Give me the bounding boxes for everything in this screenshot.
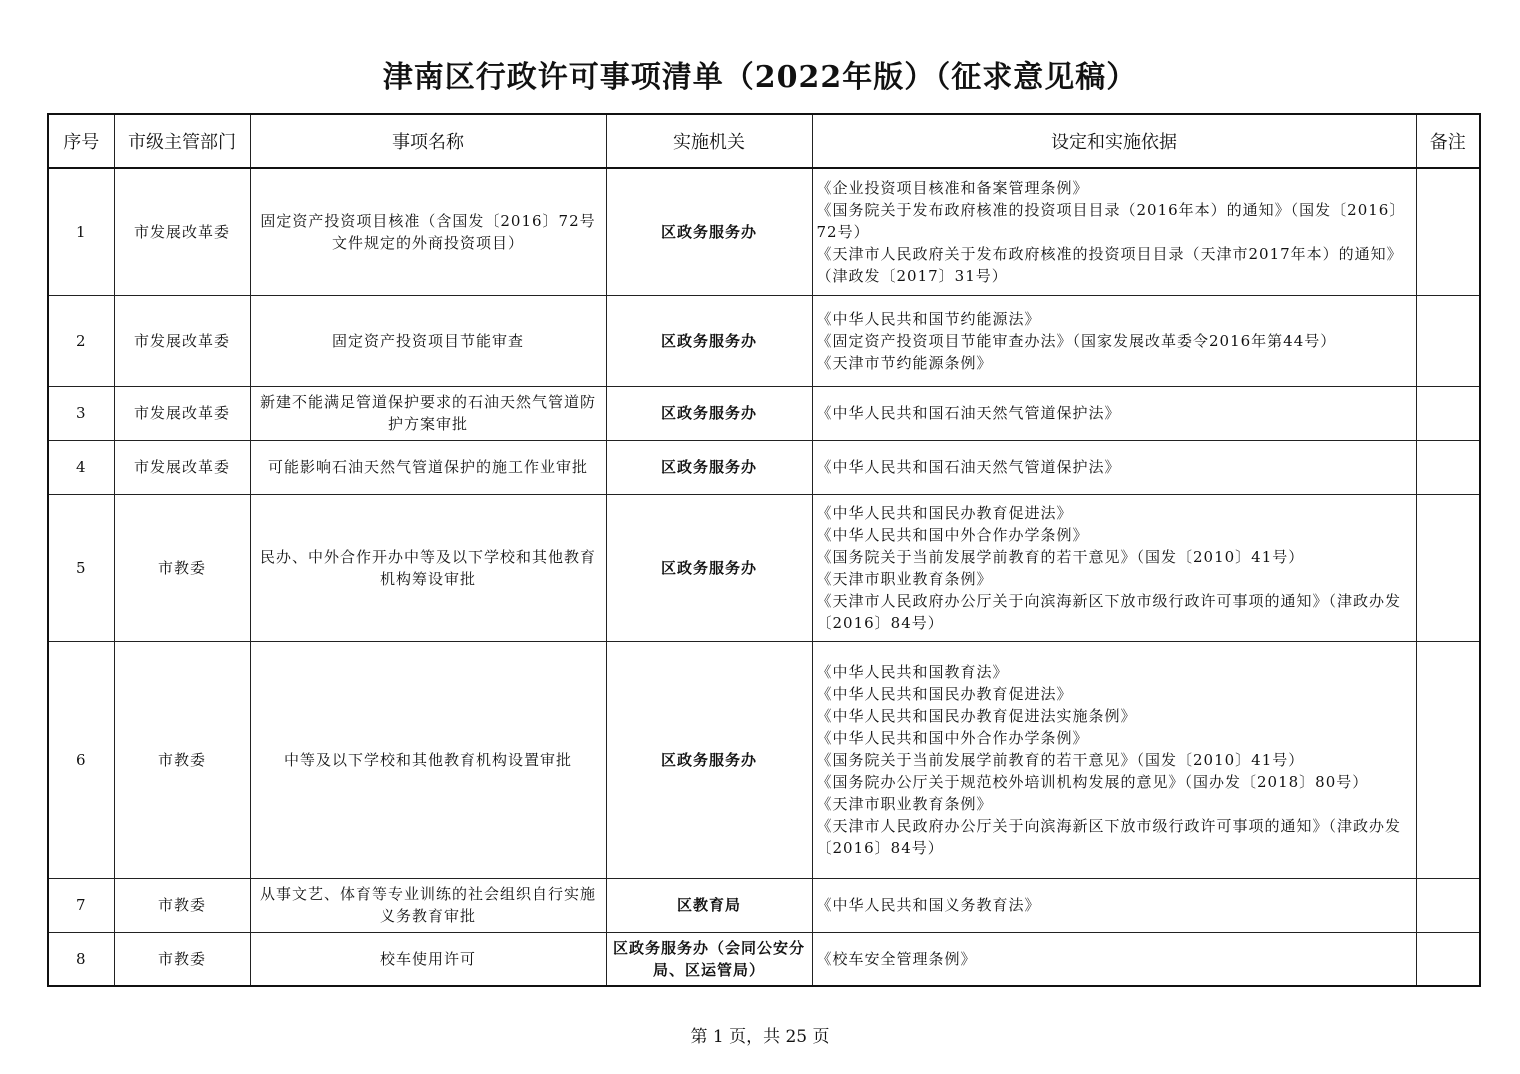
basis-line: 《中华人民共和国中外合作办学条例》 [816, 525, 1089, 544]
row-agency: 区政务服务办 [606, 386, 812, 440]
row-note [1416, 440, 1480, 494]
basis-line: 《中华人民共和国民办教育促进法实施条例》 [816, 706, 1137, 725]
table-header-row [48, 114, 1480, 168]
row-note [1416, 295, 1480, 386]
basis-line: 《固定资产投资项目节能审查办法》（国家发展改革委令2016年第44号） [816, 331, 1337, 350]
table-row [48, 878, 1480, 932]
page-footer: 第 1 页，共 25 页 [690, 1027, 830, 1047]
basis-line: 《天津市职业教育条例》 [816, 794, 993, 813]
basis-line: 《中华人民共和国节约能源法》 [816, 309, 1041, 328]
row-name: 从事文艺、体育等专业训练的社会组织自行实施义务教育审批 [250, 878, 606, 932]
row-basis [812, 641, 1416, 878]
basis-line: 《中华人民共和国石油天然气管道保护法》 [816, 404, 1121, 422]
basis-line: 《企业投资项目核准和备案管理条例》 [816, 178, 1089, 197]
basis-line: 《中华人民共和国石油天然气管道保护法》 [816, 458, 1121, 476]
row-dept: 市发展改革委 [114, 386, 250, 440]
row-dept: 市发展改革委 [114, 168, 250, 295]
row-dept: 市教委 [114, 878, 250, 932]
row-agency: 区政务服务办 [606, 440, 812, 494]
header-note: 备注 [1416, 114, 1480, 168]
row-dept: 市教委 [114, 641, 250, 878]
row-agency: 区政务服务办（会同公安分局、区运管局） [606, 932, 812, 986]
basis-line: 《校车安全管理条例》 [816, 949, 977, 968]
table-row [48, 641, 1480, 878]
basis-line: 《国务院关于当前发展学前教育的若干意见》（国发〔2010〕41号） [816, 750, 1305, 769]
basis-line: 《国务院关于发布政府核准的投资项目目录（2016年本）的通知》（国发〔2016〕72号） [816, 200, 1406, 241]
row-dept: 市发展改革委 [114, 295, 250, 386]
row-name: 民办、中外合作开办中等及以下学校和其他教育机构筹设审批 [250, 494, 606, 641]
basis-line: 《中华人民共和国义务教育法》 [816, 896, 1041, 914]
row-basis [812, 440, 1416, 494]
row-num: 5 [48, 494, 114, 641]
permit-items-table [47, 113, 1481, 987]
row-dept: 市教委 [114, 494, 250, 641]
row-basis [812, 295, 1416, 386]
basis-line: 《天津市人民政府办公厅关于向滨海新区下放市级行政许可事项的通知》（津政办发〔2016〕84号） [816, 591, 1402, 632]
table-row [48, 386, 1480, 440]
row-note [1416, 641, 1480, 878]
row-basis [812, 168, 1416, 295]
basis-line: 《天津市人民政府办公厅关于向滨海新区下放市级行政许可事项的通知》（津政办发〔2016〕84号） [816, 816, 1402, 857]
row-basis [812, 386, 1416, 440]
document-title: 津南区行政许可事项清单（2022年版）（征求意见稿） [382, 60, 1138, 95]
row-num: 4 [48, 440, 114, 494]
table-row [48, 295, 1480, 386]
row-basis [812, 878, 1416, 932]
row-agency: 区政务服务办 [606, 168, 812, 295]
basis-line: 《国务院办公厅关于规范校外培训机构发展的意见》（国办发〔2018〕80号） [816, 772, 1369, 791]
table-row [48, 494, 1480, 641]
row-note [1416, 494, 1480, 641]
row-basis [812, 932, 1416, 986]
table-row [48, 168, 1480, 295]
basis-line: 《中华人民共和国民办教育促进法》 [816, 503, 1073, 522]
row-dept: 市发展改革委 [114, 440, 250, 494]
row-agency: 区政务服务办 [606, 641, 812, 878]
table-row [48, 440, 1480, 494]
basis-line: 《中华人民共和国教育法》 [816, 662, 1009, 681]
row-agency: 区教育局 [606, 878, 812, 932]
row-num: 8 [48, 932, 114, 986]
row-name: 固定资产投资项目节能审查 [250, 295, 606, 386]
basis-line: 《国务院关于当前发展学前教育的若干意见》（国发〔2010〕41号） [816, 547, 1305, 566]
row-note [1416, 386, 1480, 440]
row-name: 中等及以下学校和其他教育机构设置审批 [250, 641, 606, 878]
basis-line: 《天津市职业教育条例》 [816, 569, 993, 588]
basis-line: 《中华人民共和国民办教育促进法》 [816, 684, 1073, 703]
row-agency: 区政务服务办 [606, 494, 812, 641]
row-note [1416, 932, 1480, 986]
row-num: 2 [48, 295, 114, 386]
table-row [48, 932, 1480, 986]
header-agency: 实施机关 [606, 114, 812, 168]
row-num: 1 [48, 168, 114, 295]
header-name: 事项名称 [250, 114, 606, 168]
row-name: 可能影响石油天然气管道保护的施工作业审批 [250, 440, 606, 494]
basis-line: 《天津市节约能源条例》 [816, 353, 993, 372]
row-note [1416, 878, 1480, 932]
row-name: 新建不能满足管道保护要求的石油天然气管道防护方案审批 [250, 386, 606, 440]
row-note [1416, 168, 1480, 295]
header-dept: 市级主管部门 [114, 114, 250, 168]
row-agency: 区政务服务办 [606, 295, 812, 386]
row-num: 6 [48, 641, 114, 878]
header-basis: 设定和实施依据 [812, 114, 1416, 168]
row-num: 3 [48, 386, 114, 440]
row-dept: 市教委 [114, 932, 250, 986]
basis-line: 《中华人民共和国中外合作办学条例》 [816, 728, 1089, 747]
row-name: 固定资产投资项目核准（含国发〔2016〕72号文件规定的外商投资项目） [250, 168, 606, 295]
row-basis [812, 494, 1416, 641]
header-num: 序号 [48, 114, 114, 168]
basis-line: 《天津市人民政府关于发布政府核准的投资项目目录（天津市2017年本）的通知》（津政发〔2017〕31号） [816, 244, 1403, 285]
row-name: 校车使用许可 [250, 932, 606, 986]
row-num: 7 [48, 878, 114, 932]
